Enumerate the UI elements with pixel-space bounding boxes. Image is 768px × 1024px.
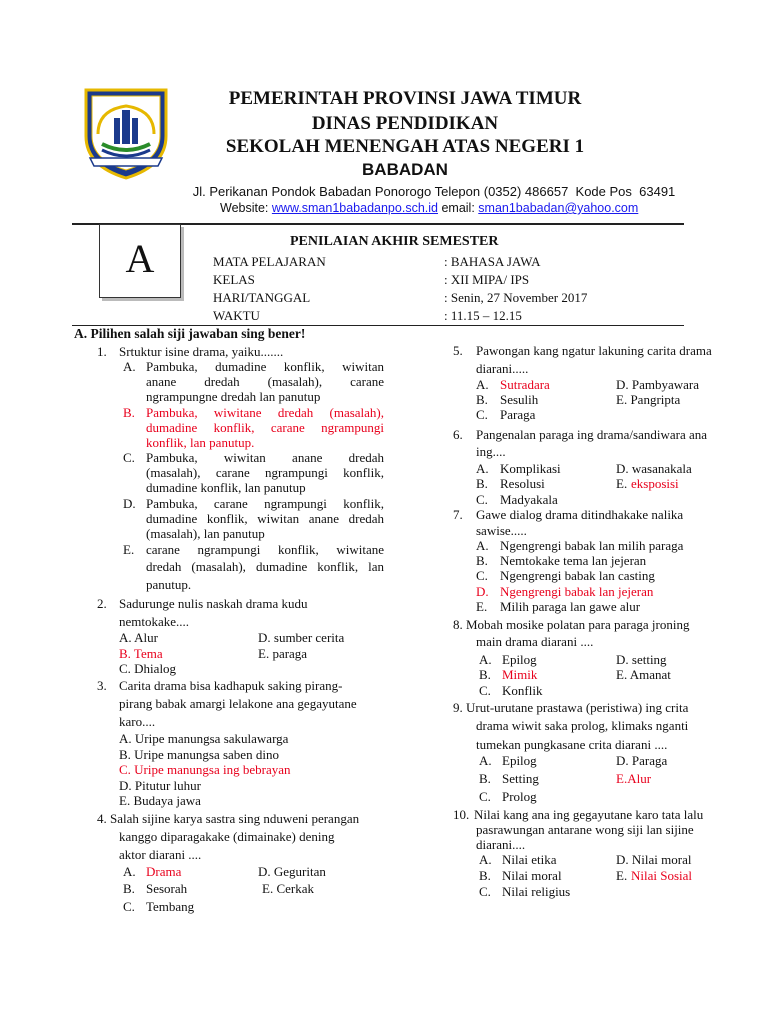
q4-option: Tembang — [146, 899, 195, 914]
q9-text: tumekan pungkasane crita diarani .... — [476, 737, 668, 752]
q6-option: Resolusi — [500, 476, 545, 491]
header-line-1: PEMERINTAH PROVINSI JAWA TIMUR — [228, 88, 582, 109]
q2-option: E. paraga — [258, 646, 308, 661]
exam-code-box — [99, 224, 181, 298]
q7-number: 7. — [453, 507, 463, 522]
q9-option: Prolog — [502, 789, 537, 804]
q10-text: Nilai kang ana ing gegayutane karo tata lalu — [474, 807, 704, 822]
q8-option-letter: A. — [479, 652, 492, 667]
q2-option-answer: B. Tema — [119, 646, 163, 661]
q6-option: Komplikasi — [500, 461, 561, 476]
q6-option: D. wasanakala — [616, 461, 692, 476]
q9-option-letter: A. — [479, 753, 492, 768]
q1-option-b-letter: B. — [123, 405, 135, 420]
q9-number: 9. — [453, 700, 463, 715]
q6-option-answer: eksposisi — [631, 476, 679, 491]
q1-option-c-line: Pambuka, wiwitan anane dredah — [146, 450, 384, 465]
q10-option-letter: A. — [479, 852, 492, 867]
q1-option-e-line: carane ngrampungi konflik, wiwitane — [146, 542, 384, 557]
q5-text: diarani..... — [476, 361, 529, 376]
q7-text: sawise..... — [476, 523, 527, 538]
header-contact — [220, 201, 638, 215]
q6-option-letter: B. — [476, 476, 488, 491]
q1-number: 1. — [97, 344, 107, 359]
q8-option: Konflik — [502, 683, 543, 698]
q8-number: 8. — [453, 617, 463, 632]
q1-option-b-line: dumadine konflik, carane ngrampungi — [146, 420, 384, 435]
q9-option-answer: E.Alur — [616, 771, 652, 786]
q7-option: Ngengrengi babak lan casting — [500, 568, 655, 583]
q9-option: Epilog — [502, 753, 537, 768]
q3-option-answer: C. Uripe manungsa ing bebrayan — [119, 762, 291, 777]
q4-option-letter: B. — [123, 881, 135, 896]
q5-text: Pawongan kang ngatur lakuning carita drama — [476, 343, 712, 358]
q10-option: Nilai religius — [502, 884, 571, 899]
q3-number: 3. — [97, 678, 107, 693]
q1-option-a-line: anane dredah (masalah), carane — [146, 374, 384, 389]
q6-text: ing.... — [476, 444, 506, 459]
q2-text: nemtokake.... — [119, 614, 190, 629]
header-address: Jl. Perikanan Pondok Babadan Ponorogo Telepon (0352) 486657 Kode Pos 63491 — [192, 184, 676, 199]
q8-option: D. setting — [616, 652, 667, 667]
q5-number: 5. — [453, 343, 463, 358]
q6-number: 6. — [453, 427, 463, 442]
q4-text: Salah sijine karya sastra sing nduweni perangan — [110, 811, 360, 826]
q3-option: D. Pitutur luhur — [119, 778, 201, 793]
q7-option-letter: B. — [476, 553, 488, 568]
q10-text: diarani.... — [476, 837, 526, 852]
field-label-kelas: KELAS — [213, 272, 255, 287]
q3-option: B. Uripe manungsa saben dino — [119, 747, 279, 762]
q10-option-letter: B. — [479, 868, 491, 883]
q1-option-a-line: ngrampungne dredah lan panutup — [146, 389, 321, 404]
q5-option-letter: A. — [476, 377, 489, 392]
email-label: email: — [441, 201, 475, 215]
q4-option: D. Geguritan — [258, 864, 326, 879]
field-value-kelas: : XII MIPA/ IPS — [444, 272, 530, 287]
q5-option: E. Pangripta — [616, 392, 681, 407]
q5-option: Paraga — [500, 407, 536, 422]
q1-option-e-letter: E. — [123, 542, 135, 557]
q1-option-d-line: (masalah), lan panutup — [146, 526, 265, 541]
q4-number: 4. — [97, 811, 107, 826]
field-value-waktu: : 11.15 – 12.15 — [444, 308, 522, 323]
q8-option: Epilog — [502, 652, 537, 667]
q8-text: Mobah mosike polatan para paraga jroning — [466, 617, 690, 632]
q1-option-c-line: dumadine konflik, lan panutup — [146, 480, 306, 495]
q3-option: A. Uripe manungsa sakulawarga — [119, 731, 289, 746]
exam-title: PENILAIAN AKHIR SEMESTER — [290, 234, 499, 249]
field-value-mapel: : BAHASA JAWA — [444, 254, 541, 269]
q2-number: 2. — [97, 596, 107, 611]
website-link[interactable]: www.sman1babadanpo.sch.id — [271, 201, 438, 215]
field-label-mapel: MATA PELAJARAN — [213, 254, 326, 269]
q1-option-b-line: konflik, lan panutup. — [146, 435, 255, 450]
q9-option-letter: C. — [479, 789, 491, 804]
field-label-hari: HARI/TANGGAL — [213, 290, 311, 305]
q9-text: drama wiwit saka prolog, klimaks nganti — [476, 718, 689, 733]
q10-option: Nilai moral — [502, 868, 562, 883]
q4-option-letter: A. — [123, 864, 136, 879]
email-link[interactable]: sman1babadan@yahoo.com — [478, 201, 639, 215]
q4-option-letter: C. — [123, 899, 135, 914]
q1-option-e-line: dredah (masalah), dumadine konflik, lan — [146, 559, 384, 574]
q5-option-letter: B. — [476, 392, 488, 407]
q9-option: D. Paraga — [616, 753, 668, 768]
q9-option: Setting — [502, 771, 539, 786]
q5-option-answer: Sutradara — [500, 377, 550, 392]
q2-text: Sadurunge nulis naskah drama kudu — [119, 596, 308, 611]
q1-option-c-line: (masalah), carane ngrampungi konflik, — [146, 465, 384, 480]
q1-option-d-line: dumadine konflik, wiwitan anane dredah — [146, 511, 384, 526]
q5-option: D. Pambyawara — [616, 377, 700, 392]
q6-option-letter: A. — [476, 461, 489, 476]
q10-option: D. Nilai moral — [616, 852, 692, 867]
q3-text: karo.... — [119, 714, 156, 729]
provincial-logo — [78, 84, 174, 180]
q1-option-e-line: panutup. — [146, 577, 192, 592]
field-value-hari: : Senin, 27 November 2017 — [444, 290, 588, 305]
q9-text: Urut-urutane prastawa (peristiwa) ing crita — [466, 700, 689, 715]
q4-option: E. Cerkak — [262, 881, 314, 896]
q1-option-a-letter: A. — [123, 359, 136, 374]
q10-option-answer: Nilai Sosial — [631, 868, 693, 883]
q7-option-letter: D. — [476, 584, 489, 599]
q3-option: E. Budaya jawa — [119, 793, 201, 808]
q5-option: Sesulih — [500, 392, 539, 407]
q4-option: Sesorah — [146, 881, 188, 896]
q1-option-a-line: Pambuka, dumadine konflik, wiwitan — [146, 359, 384, 374]
q8-option-letter: C. — [479, 683, 491, 698]
q6-option-letter: C. — [476, 492, 488, 507]
q7-option: Ngengrengi babak lan milih paraga — [500, 538, 684, 553]
header-line-3: SEKOLAH MENENGAH ATAS NEGERI 1 — [225, 136, 585, 157]
q6-text: Pangenalan paraga ing drama/sandiwara ana — [476, 427, 708, 442]
q7-option-letter: E. — [476, 599, 488, 614]
q1-option-d-line: Pambuka, carane ngrampungi konflik, — [146, 496, 384, 511]
website-label: Website: — [220, 201, 269, 215]
header-line-4: BABADAN — [362, 160, 448, 179]
q8-option-answer: Mimik — [502, 667, 538, 682]
q10-option-letter: E. — [616, 868, 628, 883]
q8-option-letter: B. — [479, 667, 491, 682]
q4-text: kanggo diparagakake (dimainake) dening — [119, 829, 335, 844]
q6-option: Madyakala — [500, 492, 558, 507]
q10-option: Nilai etika — [502, 852, 557, 867]
q7-option-letter: A. — [476, 538, 489, 553]
q2-option: D. sumber cerita — [258, 630, 345, 645]
header-line-2: DINAS PENDIDIKAN — [311, 113, 499, 134]
q8-text: main drama diarani .... — [476, 634, 594, 649]
q4-text: aktor diarani .... — [119, 847, 202, 862]
q7-option: Nemtokake tema lan jejeran — [500, 553, 647, 568]
q1-option-b-line: Pambuka, wiwitane dredah (masalah), — [146, 405, 384, 420]
q2-option: A. Alur — [119, 630, 158, 645]
q6-option-letter: E. — [616, 476, 628, 491]
q1-option-c-letter: C. — [123, 450, 135, 465]
exam-code: A — [125, 236, 155, 281]
q10-option-letter: C. — [479, 884, 491, 899]
q1-option-d-letter: D. — [123, 496, 136, 511]
q7-option-answer: Ngengrengi babak lan jejeran — [500, 584, 654, 599]
q7-text: Gawe dialog drama ditindhakake nalika — [476, 507, 684, 522]
q7-option-letter: C. — [476, 568, 488, 583]
q5-option-letter: C. — [476, 407, 488, 422]
q7-option: Milih paraga lan gawe alur — [500, 599, 641, 614]
q8-option: E. Amanat — [616, 667, 671, 682]
field-label-waktu: WAKTU — [213, 308, 260, 323]
q2-option: C. Dhialog — [119, 661, 177, 676]
q10-text: pasrawungan antarane wong siji lan sijine — [476, 822, 694, 837]
q3-text: Carita drama bisa kadhapuk saking pirang- — [119, 678, 343, 693]
q4-option-answer: Drama — [146, 864, 182, 879]
q10-number: 10. — [453, 807, 470, 822]
section-title: A. Pilihen salah siji jawaban sing bener! — [74, 326, 306, 341]
q1-text: Srtuktur isine drama, yaiku....... — [119, 344, 284, 359]
q3-text: pirang babak amargi lelakone ana gegayutane — [119, 696, 357, 711]
q9-option-letter: B. — [479, 771, 491, 786]
